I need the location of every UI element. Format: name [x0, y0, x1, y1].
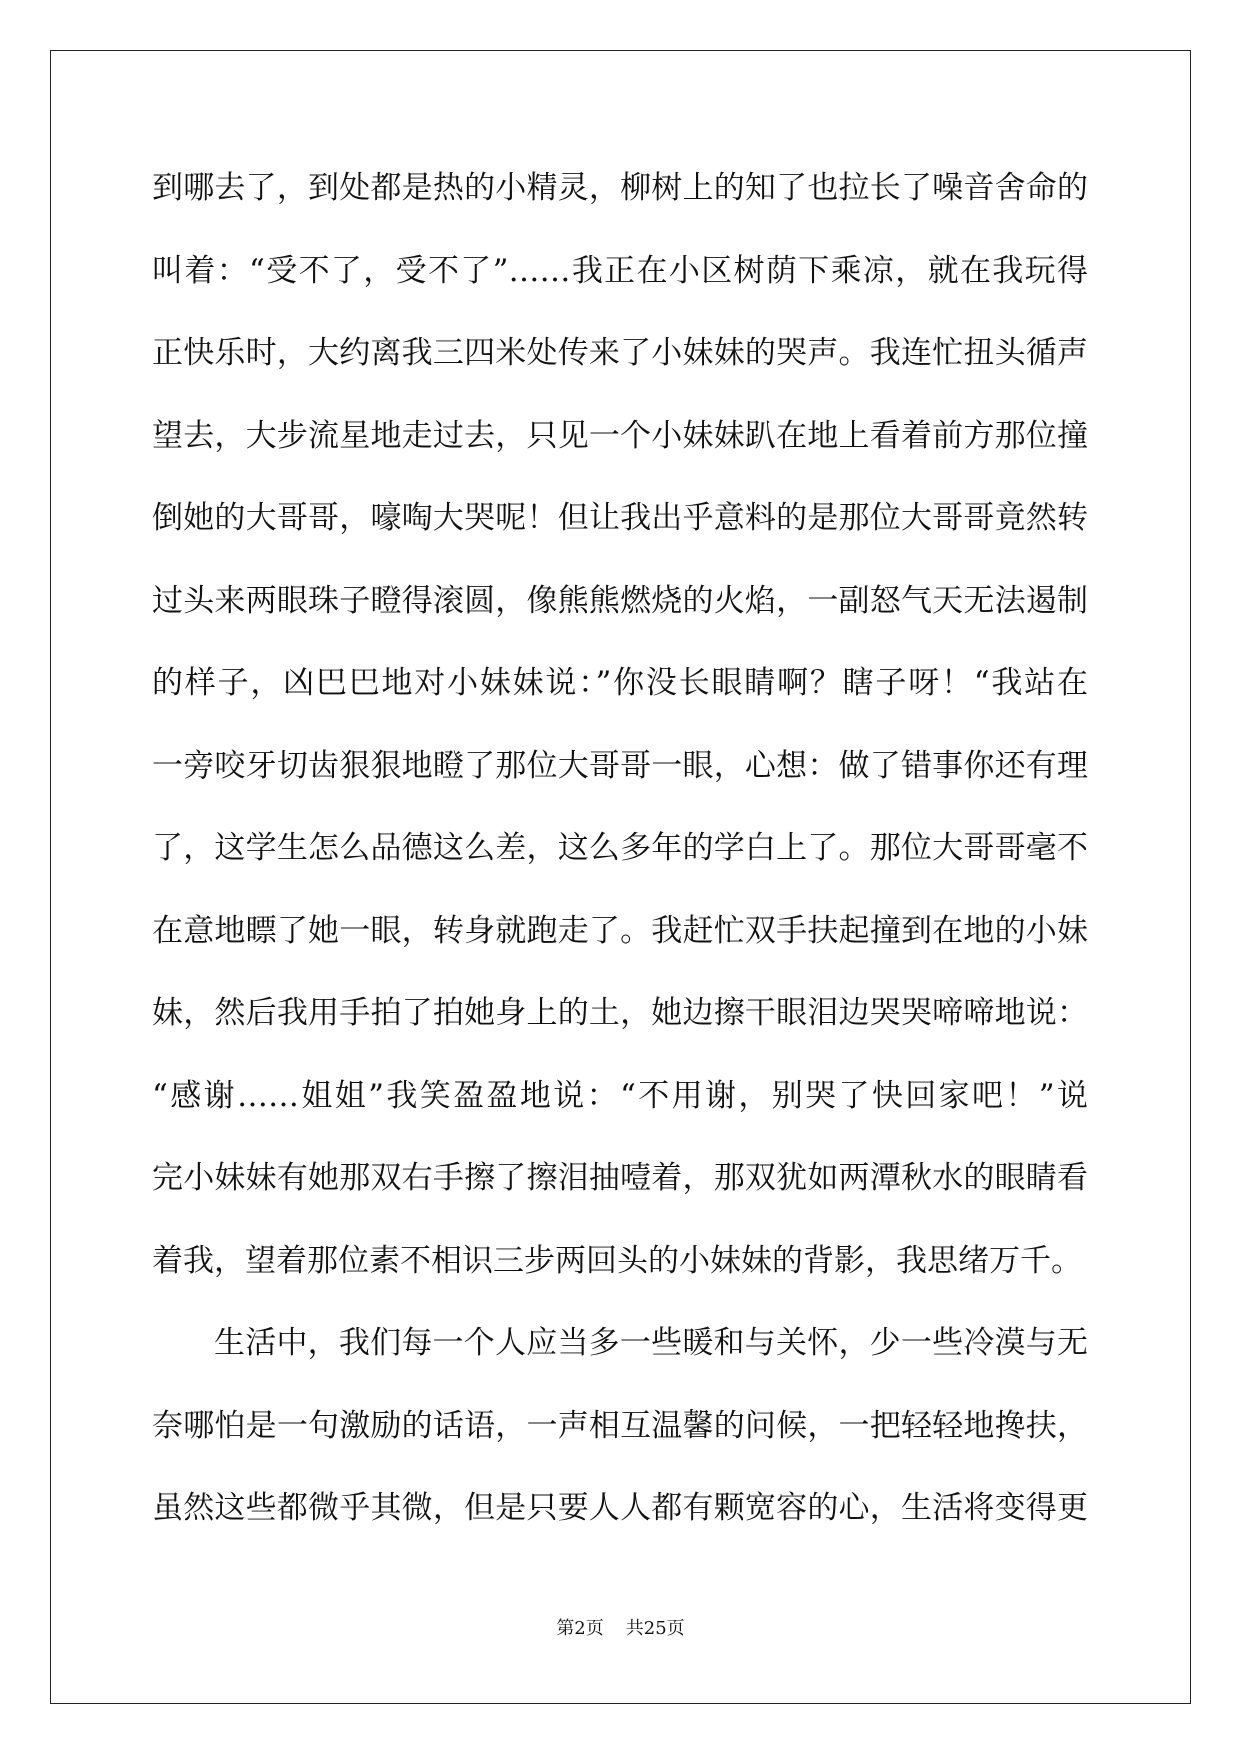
text-line: 倒她的大哥哥，嚎啕大哭呢！但让我出乎意料的是那位大哥哥竟然转 — [152, 500, 1088, 536]
text-line: 叫着：“受不了，受不了”……我正在小区树荫下乘凉，就在我玩得 — [152, 252, 1088, 289]
text-line: 的样子，凶巴巴地对小妹妹说：”你没长眼睛啊？瞎子呀！“我站在 — [152, 665, 1088, 701]
page-number: 第2页 — [556, 1618, 604, 1639]
text-line: 一旁咬牙切齿狠狠地瞪了那位大哥哥一眼，心想：做了错事你还有理 — [152, 747, 1088, 784]
text-line: 望去，大步流星地走过去，只见一个小妹妹趴在地上看着前方那位撞 — [152, 417, 1088, 454]
text-line: 虽然这些都微乎其微，但是只要人人都有颗宽容的心，生活将变得更 — [152, 1490, 1088, 1526]
text-line: 妹，然后我用手拍了拍她身上的土，她边擦干眼泪边哭哭啼啼地说： — [152, 995, 1088, 1031]
text-line: 正快乐时，大约离我三四米处传来了小妹妹的哭声。我连忙扭头循声 — [152, 335, 1088, 371]
text-line: 到哪去了，到处都是热的小精灵，柳树上的知了也拉长了噪音舍命的 — [152, 170, 1088, 206]
text-line: 奈哪怕是一句激励的话语，一声相互温馨的问候，一把轻轻地搀扶， — [152, 1407, 1088, 1444]
text-line: 完小妹妹有她那双右手擦了擦泪抽噎着，那双犹如两潭秋水的眼睛看 — [152, 1160, 1088, 1196]
page-footer — [0, 1614, 1241, 1640]
paragraph-first-line: 生活中，我们每一个人应当多一些暖和与关怀，少一些冷漠与无 — [214, 1325, 1088, 1361]
page-total: 共25页 — [625, 1618, 685, 1639]
document-body — [152, 157, 1088, 1560]
text-line: 过头来两眼珠子瞪得滚圆，像熊熊燃烧的火焰，一副怒气天无法遏制 — [152, 582, 1088, 619]
text-line: 着我，望着那位素不相识三步两回头的小妹妹的背影，我思绪万千。 — [152, 1242, 1082, 1279]
text-line: “感谢……姐姐”我笑盈盈地说：“不用谢，别哭了快回家吧！”说 — [152, 1077, 1088, 1114]
text-line: 在意地瞟了她一眼，转身就跑走了。我赶忙双手扶起撞到在地的小妹 — [152, 912, 1088, 949]
text-line: 了，这学生怎么品德这么差，这么多年的学白上了。那位大哥哥毫不 — [152, 830, 1088, 866]
